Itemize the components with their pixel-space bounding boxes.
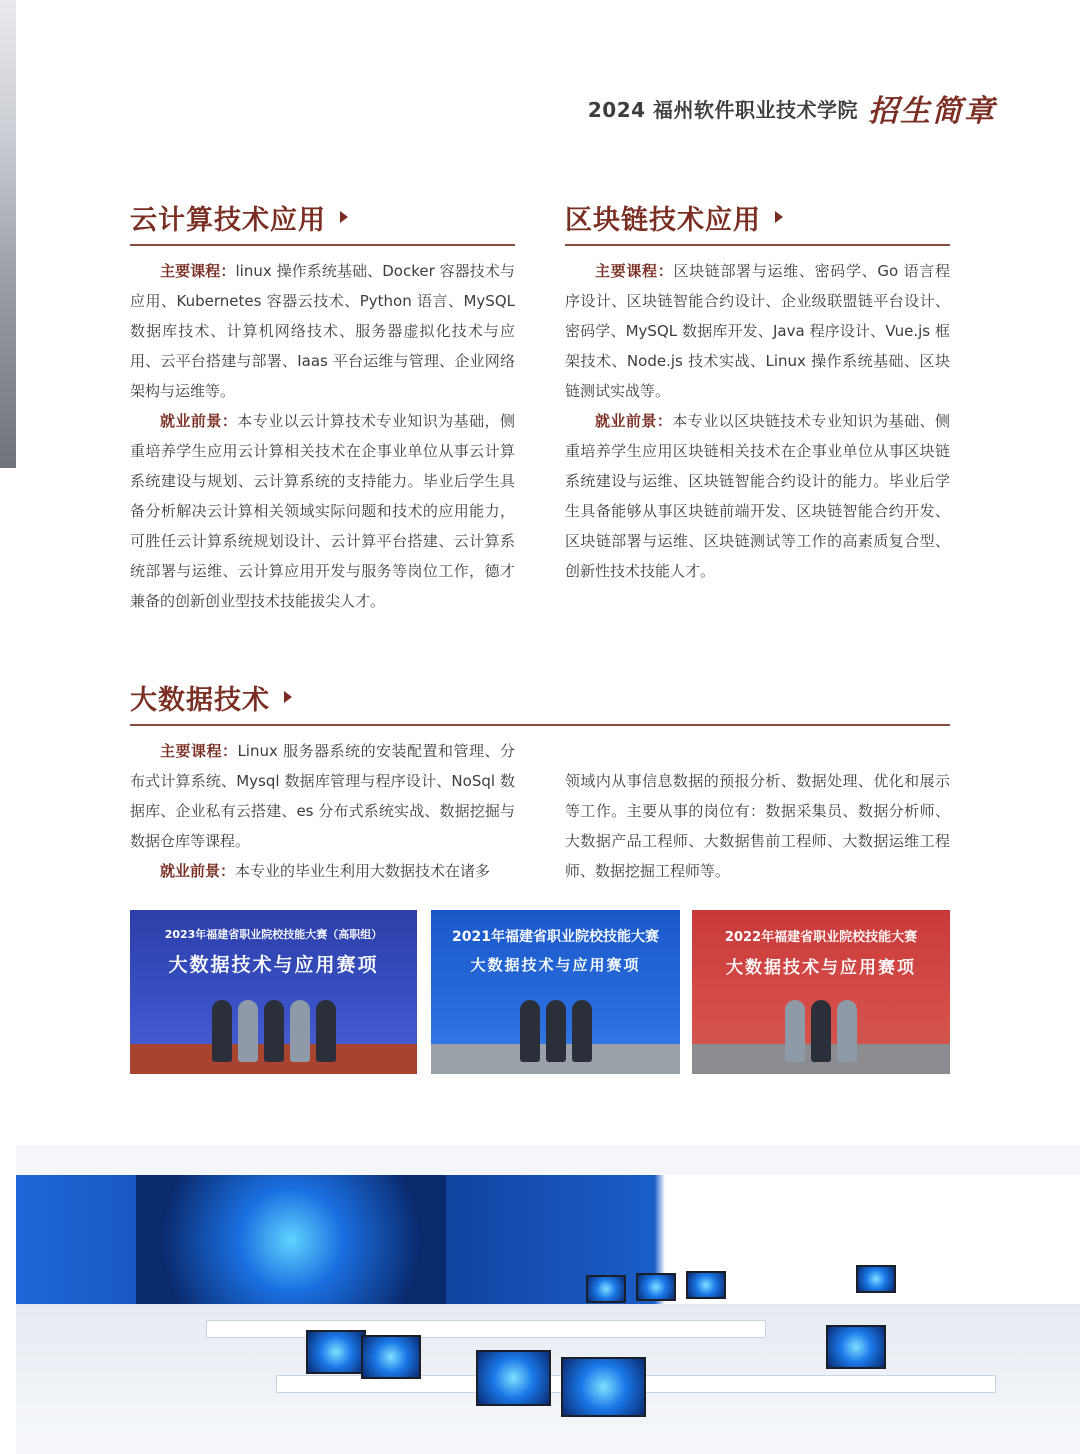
section-heading [130, 670, 950, 726]
section-title: 大数据技术 [130, 684, 270, 716]
competition-photo [130, 910, 417, 1074]
person-figure [546, 1000, 566, 1062]
triangle-right-icon [775, 211, 783, 223]
person-figure [238, 1000, 258, 1062]
person-figure [264, 1000, 284, 1062]
section-big-data [130, 670, 950, 886]
photo-banner-title: 大数据技术与应用赛项 [168, 954, 379, 976]
section-body [565, 256, 950, 586]
courses-text: 区块链部署与运维、密码学、Go 语言程序设计、区块链智能合约设计、企业级联盟链平台设计、密码学、MySQL 数据库开发、Java 程序设计、Vue.js 框架技术、Node.js 技术实战、Linux 操作系统基础、区块链测试实战等。 [565, 262, 950, 400]
photo-banner-title: 大数据技术与应用赛项 [470, 956, 641, 974]
monitor-icon [636, 1273, 676, 1301]
right-column [565, 736, 950, 886]
person-figure [520, 1000, 540, 1062]
lab-display-wall [136, 1165, 446, 1315]
courses-text: linux 操作系统基础、Docker 容器技术与应用、Kubernetes 容器云技术、Python 语言、MySQL 数据库技术、计算机网络技术、服务器虚拟化技术与应用、云平台搭建与部署、Iaas 平台运维与管理、企业网络架构与运维等。 [130, 262, 515, 400]
person-figure [212, 1000, 232, 1062]
courses-label: 主要课程： [595, 262, 674, 280]
header-script-title: 招生简章 [868, 94, 996, 129]
section-blockchain [565, 190, 950, 586]
section-title: 区块链技术应用 [565, 204, 761, 236]
person-figure [572, 1000, 592, 1062]
section-body [130, 736, 950, 886]
monitor-icon [856, 1265, 896, 1293]
page-header [588, 88, 996, 128]
career-paragraph [130, 856, 515, 886]
career-paragraph [130, 406, 515, 616]
section-body [130, 256, 515, 616]
courses-paragraph [130, 256, 515, 406]
section-title: 云计算技术应用 [130, 204, 326, 236]
triangle-right-icon [340, 211, 348, 223]
photo-people [212, 1000, 336, 1062]
monitor-icon [476, 1350, 551, 1406]
career-text-left: 本专业的毕业生利用大数据技术在诸多 [235, 862, 491, 880]
career-label: 就业前景： [160, 862, 236, 880]
person-figure [811, 1000, 831, 1062]
monitor-icon [586, 1275, 626, 1303]
section-heading [565, 190, 950, 246]
person-figure [290, 1000, 310, 1062]
competition-photos [130, 910, 950, 1074]
photo-banner-subtitle: 2021年福建省职业院校技能大赛 [452, 929, 659, 945]
photo-people [785, 1000, 857, 1062]
section-heading [130, 190, 515, 246]
monitor-icon [826, 1325, 886, 1369]
monitor-icon [686, 1271, 726, 1299]
career-label: 就业前景： [160, 412, 238, 430]
section-cloud-computing [130, 190, 515, 616]
computer-lab-photo [16, 1145, 1080, 1454]
left-column [130, 736, 515, 886]
header-title: 2024 福州软件职业技术学院 [587, 97, 858, 122]
career-text: 本专业以云计算技术专业知识为基础，侧重培养学生应用云计算相关技术在企事业单位从事云计算系统建设与规划、云计算系统的支持能力。毕业后学生具备分析解决云计算相关领域实际问题和技术的应用能力，可胜任云计算系统规划设计、云计算平台搭建、云计算系统部署与运维、云计算应用开发与服务等岗位工作，德才兼备的创新创业型技术技能拔尖人才。 [130, 412, 515, 610]
photo-banner-subtitle: 2023年福建省职业院校技能大赛（高职组） [164, 928, 383, 941]
edge-photo-strip [0, 0, 16, 468]
competition-photo [431, 910, 680, 1074]
person-figure [316, 1000, 336, 1062]
person-figure [785, 1000, 805, 1062]
courses-text: Linux 服务器系统的安装配置和管理、分布式计算系统、Mysql 数据库管理与程序设计、NoSql 数据库、企业私有云搭建、es 分布式系统实战、数据挖掘与数据仓库等课程。 [130, 742, 515, 850]
triangle-right-icon [284, 691, 292, 703]
lab-desk [206, 1320, 766, 1338]
courses-label: 主要课程： [160, 742, 238, 760]
career-text: 本专业以区块链技术专业知识为基础、侧重培养学生应用区块链相关技术在企事业单位从事区块链系统建设与运维、区块链智能合约设计的能力。毕业后学生具备能够从事区块链前端开发、区块链智能合约开发、区块链部署与运维、区块链测试等工作的高素质复合型、创新性技术技能人才。 [565, 412, 950, 580]
monitor-icon [306, 1330, 366, 1374]
lab-ceiling [16, 1145, 1080, 1175]
courses-paragraph [565, 256, 950, 406]
career-continued-paragraph: 领域内从事信息数据的预报分析、数据处理、优化和展示等工作。主要从事的岗位有：数据采集员、数据分析师、大数据产品工程师、大数据售前工程师、大数据运维工程师、数据挖掘工程师等。 [565, 772, 950, 880]
courses-label: 主要课程： [160, 262, 236, 280]
photo-banner-subtitle: 2022年福建省职业院校技能大赛 [724, 930, 918, 945]
courses-paragraph [130, 736, 515, 856]
competition-photo [692, 910, 950, 1074]
monitor-icon [361, 1335, 421, 1379]
career-label: 就业前景： [595, 412, 673, 430]
photo-people [520, 1000, 592, 1062]
photo-banner-title: 大数据技术与应用赛项 [726, 958, 916, 978]
career-paragraph [565, 406, 950, 586]
monitor-icon [561, 1357, 646, 1417]
person-figure [837, 1000, 857, 1062]
